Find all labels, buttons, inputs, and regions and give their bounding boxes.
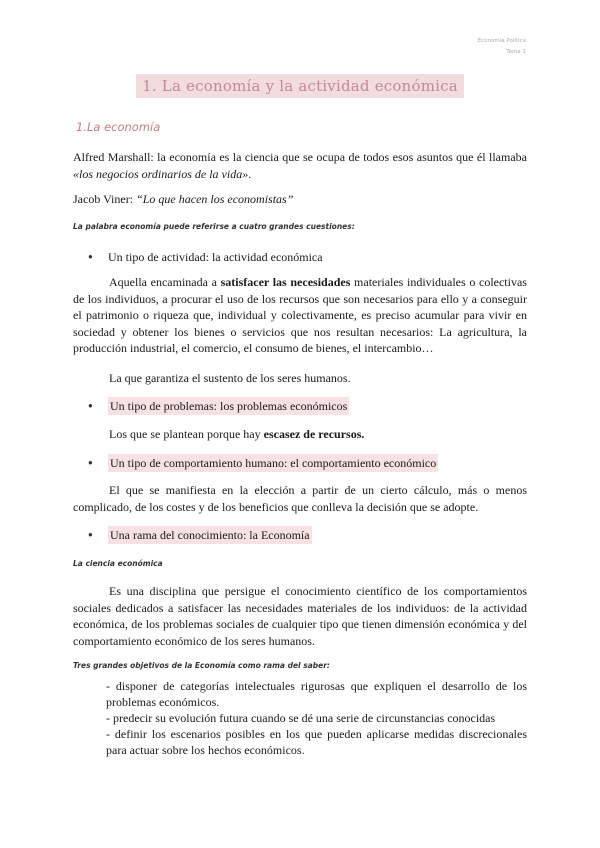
- problems-bold: escasez de recursos.: [263, 427, 365, 441]
- bullet-item: [88, 397, 349, 415]
- marshall-quote: «los negocios ordinarios de la vida»: [73, 166, 249, 181]
- bullet-item: [88, 249, 323, 265]
- marshall-end: .: [248, 166, 252, 181]
- bullet-text: Un tipo de problemas: los problemas económicos: [110, 399, 348, 413]
- page-header: [478, 36, 526, 58]
- activity-post: materiales individuales o colectivas de los individuos, a procurar el uso de los recursos que son necesarios para ello y a conseguir el patrimonio o riqueza que, individual y colectivamente, es preciso acumular para vivir en sociedad y obtener los bienes o servicios que nos resultan necesarios: La agricultura, la producción industrial, el comercio, el consumo de bienes, el intercambio…: [73, 275, 527, 355]
- marshall-text: : la economía es la ciencia que se ocupa de todos esos asuntos que él llamaba: [150, 150, 527, 164]
- viner-sep: :: [129, 192, 137, 206]
- sustento-paragraph: La que garantiza el sustento de los seres humanos.: [109, 371, 351, 385]
- problems-pre: Los que se plantean porque hay: [109, 427, 264, 441]
- problems-paragraph: [73, 426, 527, 443]
- viner-quote: “Lo que hacen los economistas”: [136, 192, 294, 206]
- viner-paragraph: [73, 191, 527, 208]
- activity-bold: satisfacer las necesidades: [220, 275, 351, 289]
- page-title: 1. La economía y la actividad económica: [136, 74, 464, 98]
- list-item: - definir los escenarios posibles en los que pueden aplicarse medidas discrecionales para actuar sobre los hechos económicos.: [106, 727, 527, 757]
- bullet-text: Un tipo de actividad: la actividad económica: [108, 250, 323, 264]
- bullet-dot-icon: ●: [88, 252, 93, 261]
- header-subject: Economía Política: [477, 38, 526, 44]
- bullet-text: Un tipo de comportamiento humano: el comportamiento económico: [110, 456, 437, 470]
- bullet-dot-icon: ●: [88, 401, 93, 410]
- science-heading: La ciencia económica: [73, 559, 163, 568]
- bullet-item: [88, 526, 312, 544]
- objectives-list: [106, 678, 527, 758]
- list-item: - predecir su evolución futura cuando se dé una serie de circunstancias conocidas: [106, 711, 496, 725]
- bullet-dot-icon: ●: [88, 458, 93, 467]
- objectives-heading: Tres grandes objetivos de la Economía como rama del saber:: [73, 661, 330, 670]
- list-item: - disponer de categorías intelectuales rigurosas que expliquen el desarrollo de los problemas económicos.: [106, 679, 527, 709]
- behavior-paragraph: El que se manifiesta en la elección a partir de un cierto cálculo, más o menos complicado, de los costes y de los beneficios que conlleva la decisión que se adopte.: [73, 483, 527, 514]
- bullet-text: Una rama del conocimiento: la Economía: [110, 528, 310, 542]
- header-topic: Tema 1: [506, 49, 526, 55]
- title-wrap: [0, 74, 600, 98]
- bullet-dot-icon: ●: [88, 530, 93, 539]
- marshall-name: Alfred Marshall: [73, 150, 151, 164]
- section-heading: 1.La economía: [76, 120, 161, 134]
- intro-script-heading: La palabra economía puede referirse a cuatro grandes cuestiones:: [73, 222, 355, 231]
- bullet-item: [88, 454, 438, 472]
- science-paragraph: Es una disciplina que persigue el conocimiento científico de los comportamientos sociales dedicados a satisfacer las necesidades materiales de los individuos: de la actividad económica, de los problemas sociales de cualquier tipo que tienen dimensión económica y del comportamiento económico de los seres humanos.: [73, 584, 527, 648]
- marshall-paragraph: [73, 149, 527, 182]
- activity-pre: Aquella encaminada a: [109, 275, 221, 289]
- activity-paragraph: [73, 274, 527, 357]
- viner-name: Jacob Viner: [73, 192, 130, 206]
